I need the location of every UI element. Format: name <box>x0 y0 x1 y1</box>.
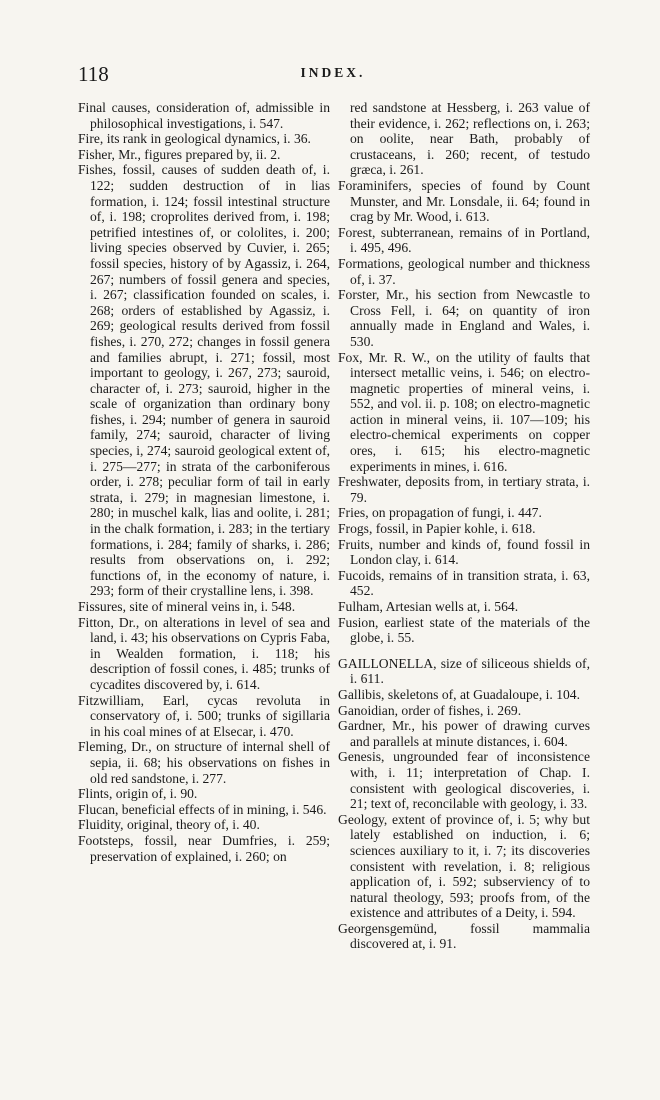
index-entry: Fissures, site of mineral veins in, i. 548. <box>78 599 296 614</box>
index-entry: Gardner, Mr., his power of drawing curves and parallels at minute distances, i. 604. <box>338 718 590 749</box>
index-entry: Fucoids, remains of in transition strata, i. 63, 452. <box>338 567 590 599</box>
index-entry: Frogs, fossil, in Papier kohle, i. 618. <box>338 521 536 537</box>
index-columns <box>78 100 590 952</box>
index-entry: Fishes, fossil, causes of sudden death of, i. 122; sudden destruction of in lias formation, i. 124; fossil intestinal structure of, i. 198; croprolites derived from, i. 198; petrified intestines of, or cololites, i. 200; living species observed by Cuvier, i. 265; fossil species, history of by Agassiz, i. 264, 267; numbers of fossil genera and species, i. 267; classification founded on scales, i. 268; orders of established by Agassiz, i. 269; geological results derived from fossil fishes, i. 270, 272; changes in fossil genera and families abrupt, i. 271; fossil, most important to geology, i. 267, 273; sauroid, character of, i. 273; sauroid, higher in the scale of organization than ordinary bony fishes, i. 294; number of genera in sauroid family, 274; sauroid, character of living species, i, 274; sauroid geological extent of, i. 275—277; in strata of the carboniferous order, i. 278; peculiar form of tail in early strata, i. 279; in magnesian limestone, i. 280; in muschel kalk, lias and oolite, i. 281; in the chalk formation, i. 283; in the tertiary formations, i. 284; family of sharks, i. 286; results from observations on, i. 292; functions of, in the economy of nature, i. 293; form of their crystalline lens, i. 398. <box>78 162 330 599</box>
page-number: 118 <box>78 62 109 86</box>
index-entry: Final causes, consideration of, admissible in philosophical investigations, i. 547. <box>78 100 330 131</box>
index-entry: Foraminifers, species of found by Count Munster, and Mr. Lonsdale, ii. 64; found in crag by Mr. Wood, i. 613. <box>338 177 590 225</box>
index-entry: Forster, Mr., his section from Newcastle to Cross Fell, i. 64; on quantity of iron annually made in England and Wales, i. 530. <box>338 287 590 349</box>
index-entry: Fox, Mr. R. W., on the utility of faults that intersect metallic veins, i. 546; on electro-magnetic properties of mineral veins, i. 552, and vol. ii. p. 108; on electro-magnetic action in mineral veins, ii. 107—109; his electro-chemical experiments on copper ores, i. 615; his electro-magnetic experiments in mines, i. 616. <box>338 349 590 474</box>
index-entry: Formations, geological number and thickness of, i. 37. <box>338 255 590 287</box>
index-entry: Fitton, Dr., on alterations in level of sea and land, i. 43; his observations on Cypris Faba, in Wealden formation, i. 118; his description of fossil cones, i. 485; trunks of cycadites discovered by, i. 614. <box>78 614 330 692</box>
index-entry: Fleming, Dr., on structure of internal shell of sepia, ii. 68; his observations on fishes in old red sandstone, i. 277. <box>78 739 330 786</box>
index-entry: Fusion, earliest state of the materials of the globe, i. 55. <box>338 614 590 646</box>
left-column <box>78 100 330 952</box>
index-entry: GAILLONELLA, size of siliceous shields of, i. 611. <box>338 655 590 687</box>
page-header <box>78 62 588 90</box>
running-head: INDEX. <box>300 65 366 80</box>
index-entry-continuation: red sandstone at Hessberg, i. 263 value of their evidence, i. 262; reflections on, i. 263; on oolite, near Bath, probably of crustaceans, i. 260; recent, of testudo græca, i. 261. <box>350 100 590 178</box>
index-entry: Fries, on propagation of fungi, i. 447. <box>338 505 542 521</box>
index-entry: Fisher, Mr., figures prepared by, ii. 2. <box>78 146 281 162</box>
index-entry: Fire, its rank in geological dynamics, i. 36. <box>78 131 311 147</box>
index-entry: Genesis, ungrounded fear of inconsistence with, i. 11; interpretation of Chap. I. consistent with geological discoveries, i. 21; text of, reconcilable with geology, i. 33. <box>338 749 590 812</box>
index-entry: Fruits, number and kinds of, found fossil in London clay, i. 614. <box>338 536 590 568</box>
index-entry: Georgensgemünd, fossil mammalia discovered at, i. 91. <box>338 920 590 952</box>
index-entry: Gallibis, skeletons of, at Guadaloupe, i. 104. <box>338 686 580 702</box>
index-entry: Fitzwilliam, Earl, cycas revoluta in conservatory of, i. 500; trunks of sigillaria in his coal mines of at Elsecar, i. 470. <box>78 692 330 739</box>
index-entry: Fulham, Artesian wells at, i. 564. <box>338 599 519 614</box>
index-entry: Freshwater, deposits from, in tertiary strata, i. 79. <box>338 474 590 505</box>
index-entry: Fluidity, original, theory of, i. 40. <box>78 817 260 833</box>
right-column <box>338 100 590 952</box>
index-entry: Footsteps, fossil, near Dumfries, i. 259; preservation of explained, i. 260; on <box>78 832 330 864</box>
index-entry: Ganoidian, order of fishes, i. 269. <box>338 702 522 718</box>
index-entry: Flints, origin of, i. 90. <box>78 786 198 802</box>
index-entry: Flucan, beneficial effects of in mining, i. 546. <box>78 801 327 817</box>
index-entry: Forest, subterranean, remains of in Portland, i. 495, 496. <box>338 224 590 256</box>
index-entry: Geology, extent of province of, i. 5; why but lately established on induction, i. 6; sciences auxiliary to it, i. 7; its discoveries consistent with revelation, i. 8; religious application of, i. 592; subserviency of to natural theology, 593; proofs from, of the existence and attributes of a Deity, i. 594. <box>338 811 590 921</box>
